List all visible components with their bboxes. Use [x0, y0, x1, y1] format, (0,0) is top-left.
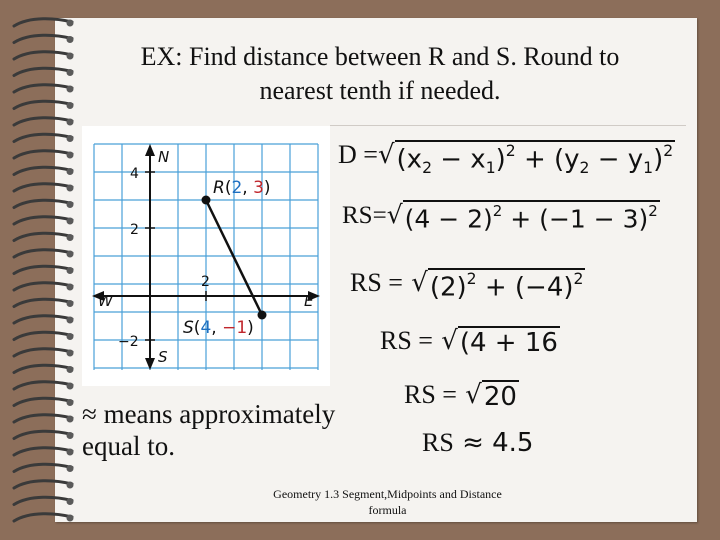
spiral-ring	[14, 184, 72, 191]
binding-hole	[67, 69, 74, 76]
term: (x	[396, 144, 423, 175]
spiral-ring	[14, 68, 72, 75]
binding-hole	[67, 218, 74, 225]
binding-hole	[67, 317, 74, 324]
binding-hole	[67, 53, 74, 60]
term: − x	[431, 144, 486, 175]
spiral-ring	[14, 415, 72, 422]
approx-note	[82, 398, 402, 462]
superscript: 2	[648, 202, 658, 220]
slide-footer	[250, 486, 525, 518]
spiral-ring	[14, 19, 72, 26]
binding-hole	[67, 234, 74, 241]
term: )	[495, 144, 506, 175]
title-line-2: nearest tenth if needed.	[259, 76, 501, 105]
binding-hole	[67, 416, 74, 423]
radicand	[395, 140, 676, 177]
binding-hole	[67, 366, 74, 373]
binding-hole	[67, 20, 74, 27]
binding-hole	[67, 515, 74, 522]
binding-hole	[67, 102, 74, 109]
paren-close: )	[263, 178, 271, 198]
point-s-y: −1	[222, 318, 248, 338]
spiral-ring	[14, 151, 72, 158]
point-s	[258, 311, 267, 320]
sqrt-icon: √	[441, 326, 458, 356]
rs-step-1	[342, 200, 660, 233]
spiral-ring	[14, 101, 72, 108]
spiral-ring	[14, 85, 72, 92]
radicand	[428, 268, 586, 303]
spiral-ring	[14, 35, 72, 42]
radical	[378, 140, 675, 177]
tick-label-y-2: 2	[130, 222, 139, 238]
spiral-ring	[14, 167, 72, 174]
radical	[465, 380, 519, 412]
comma: ,	[242, 178, 254, 198]
binding-hole	[67, 465, 74, 472]
radicand: 20	[483, 382, 517, 412]
d-label: D =	[338, 140, 378, 169]
sqrt-icon: √	[386, 200, 403, 229]
rs-step-5	[422, 428, 533, 458]
binding-hole	[67, 86, 74, 93]
rs-step-3	[380, 326, 560, 358]
footer-line-1: Geometry 1.3 Segment,Midpoints and Distance	[273, 487, 502, 501]
sqrt-icon: √	[377, 140, 395, 170]
spiral-ring	[14, 233, 72, 240]
binding-hole	[67, 284, 74, 291]
arrow-up-icon	[145, 144, 155, 156]
radical	[387, 200, 660, 233]
point-r-label	[213, 178, 271, 198]
term: (2)	[429, 272, 467, 303]
sqrt-icon: √	[465, 380, 482, 410]
spiral-ring	[14, 481, 72, 488]
spiral-ring	[14, 332, 72, 339]
tick-label-y-4: 4	[130, 166, 139, 182]
spiral-ring	[14, 118, 72, 125]
binding-hole	[67, 135, 74, 142]
rs4-label: RS =	[404, 380, 457, 409]
term: + (−4)	[476, 272, 574, 303]
point-s-x: 4	[200, 318, 212, 338]
rs5-label: RS	[422, 428, 454, 457]
subscript: 2	[579, 159, 590, 178]
rs2-label: RS =	[350, 268, 403, 297]
rs-step-2	[350, 268, 585, 303]
rs1-label: RS=	[342, 202, 387, 229]
superscript: 2	[492, 202, 503, 220]
coordinate-graph	[82, 126, 330, 386]
superscript: 2	[505, 142, 516, 160]
subscript: 2	[422, 159, 432, 178]
note-line-2: equal to.	[82, 431, 175, 461]
tick-label-y-neg2: −2	[118, 334, 139, 350]
sqrt-icon: √	[411, 268, 428, 298]
subscript: 1	[643, 159, 654, 178]
point-r-y: 3	[253, 178, 264, 198]
binding-hole	[67, 449, 74, 456]
spiral-ring	[14, 398, 72, 405]
binding-hole	[67, 36, 74, 43]
spiral-ring	[14, 514, 72, 521]
spiral-ring	[14, 250, 72, 257]
binding-hole	[67, 168, 74, 175]
footer-line-2: formula	[368, 503, 407, 517]
superscript: 2	[573, 270, 584, 288]
subscript: 1	[485, 159, 496, 178]
term: + (y	[515, 144, 580, 175]
title-line-1: EX: Find distance between R and S. Round to	[140, 42, 620, 71]
binding-hole	[67, 432, 74, 439]
axis-label-e: E	[304, 292, 314, 310]
binding-hole	[67, 333, 74, 340]
comma: ,	[211, 318, 223, 338]
spiral-ring	[14, 200, 72, 207]
radicand	[403, 200, 660, 233]
spiral-ring	[14, 266, 72, 273]
point-s-label	[183, 318, 254, 338]
paren-open: (	[193, 318, 201, 338]
binding-hole	[67, 482, 74, 489]
binding-hole	[67, 201, 74, 208]
axis-label-n: N	[158, 148, 170, 166]
rs-step-4	[404, 380, 519, 412]
term: )	[653, 144, 664, 175]
superscript: 2	[663, 142, 674, 160]
divider-line	[330, 125, 686, 126]
term: + (−1 − 3)	[502, 204, 649, 234]
spiral-ring	[14, 52, 72, 59]
term: − y	[589, 144, 644, 175]
point-r	[202, 196, 211, 205]
binding-hole	[67, 383, 74, 390]
tick-label-x-2: 2	[201, 274, 210, 290]
spiral-ring	[14, 464, 72, 471]
spiral-ring	[14, 431, 72, 438]
binding-hole	[67, 152, 74, 159]
spiral-ring	[14, 349, 72, 356]
superscript: 2	[466, 270, 477, 288]
binding-hole	[67, 267, 74, 274]
distance-formula	[338, 140, 675, 177]
slide-title	[95, 40, 665, 108]
term: (4 − 2)	[404, 204, 493, 234]
radicand: (4 + 16	[459, 328, 558, 358]
binding-hole	[67, 251, 74, 258]
axis-label-w: W	[98, 292, 113, 310]
point-s-name: S	[183, 318, 194, 338]
binding-hole	[67, 185, 74, 192]
spiral-ring	[14, 316, 72, 323]
graph-svg	[82, 126, 330, 386]
radical	[411, 268, 585, 303]
spiral-ring	[14, 299, 72, 306]
note-line-1: ≈ means approximately	[82, 399, 336, 429]
spiral-ring	[14, 497, 72, 504]
paren-close: )	[247, 318, 254, 338]
point-r-x: 2	[231, 178, 243, 198]
spiral-ring	[14, 134, 72, 141]
spiral-ring	[14, 448, 72, 455]
paren-open: (	[224, 178, 232, 198]
binding-hole	[67, 300, 74, 307]
axis-label-s: S	[158, 348, 168, 366]
spiral-ring	[14, 283, 72, 290]
binding-hole	[67, 119, 74, 126]
spiral-ring	[14, 217, 72, 224]
point-r-name: R	[213, 178, 225, 198]
binding-hole	[67, 399, 74, 406]
binding-hole	[67, 350, 74, 357]
spiral-binding	[0, 0, 80, 540]
spiral-ring	[14, 382, 72, 389]
spiral-ring	[14, 365, 72, 372]
rs3-label: RS =	[380, 326, 433, 355]
radical	[441, 326, 560, 358]
rs5-value: ≈ 4.5	[462, 428, 534, 458]
binding-hole	[67, 498, 74, 505]
